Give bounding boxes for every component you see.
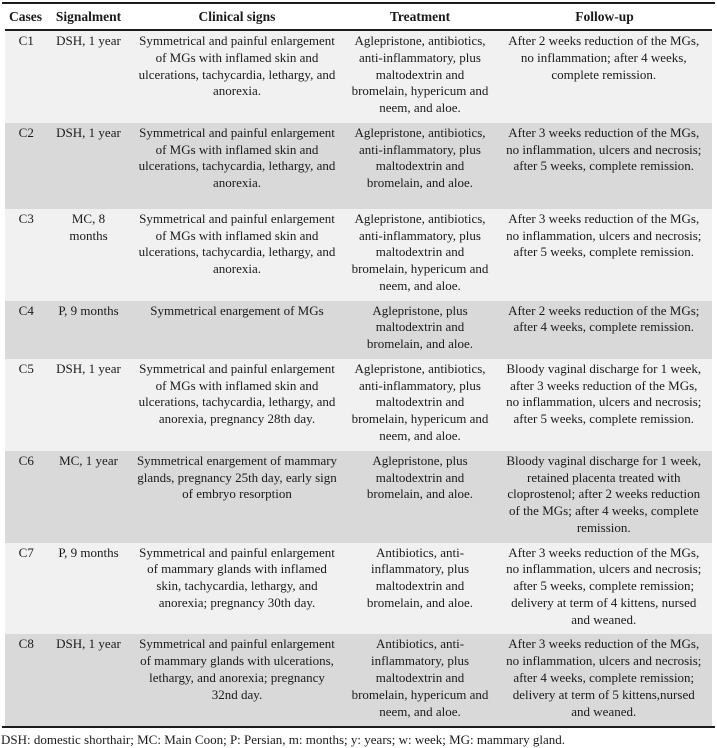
signalment-cell: P, 9 months <box>48 301 130 359</box>
case-cell: C6 <box>4 451 48 543</box>
treatment-cell: Aglepristone, antibiotics, anti-inflammatory, plus maltodextrin and bromelain, hypericum and neem, and aloe. <box>345 209 496 301</box>
clinical-signs-cell: Symmetrical and painful enlargement of MGs with inflamed skin and ulcerations, tachycardia, lethargy, and anorexia. <box>130 123 345 209</box>
clinical-signs-cell: Symmetrical enargement of MGs <box>130 301 345 359</box>
case-cell: C3 <box>4 209 48 301</box>
signalment-cell: DSH, 1 year <box>48 359 130 451</box>
table-row <box>4 359 714 451</box>
clinical-signs-cell: Symmetrical and painful enlargement of MGs with inflamed skin and ulcerations, tachycardia, lethargy, and anorexia. <box>130 209 345 301</box>
case-cell: C7 <box>4 543 48 635</box>
treatment-cell: Aglepristone, antibiotics, anti-inflammatory, plus maltodextrin and bromelain, and aloe. <box>345 123 496 209</box>
table-row <box>4 301 714 359</box>
follow-up-cell: After 2 weeks reduction of the MGs, no inflammation; after 4 weeks, complete remission. <box>496 30 714 123</box>
case-cell: C4 <box>4 301 48 359</box>
signalment-cell: DSH, 1 year <box>48 123 130 209</box>
cases-table <box>2 4 715 726</box>
follow-up-cell: After 3 weeks reduction of the MGs, no inflammation, ulcers and necrosis; after 5 weeks, complete remission; delivery at term of 4 kittens, nursed and weaned. <box>496 543 714 635</box>
column-header-cases: Cases <box>4 4 48 30</box>
clinical-signs-cell: Symmetrical and painful enlargement of mammary glands with inflamed skin, tachycardia, lethargy, and anorexia; pregnancy 30th day. <box>130 543 345 635</box>
case-cell: C8 <box>4 634 48 726</box>
treatment-cell: Aglepristone, antibiotics, anti-inflammatory, plus maltodextrin and bromelain, hypericum and neem, and aloe. <box>345 359 496 451</box>
clinical-signs-cell: Symmetrical and painful enlargement of MGs with inflamed skin and ulcerations, tachycardia, lethargy, and anorexia. <box>130 30 345 123</box>
header-row <box>4 4 714 30</box>
signalment-cell: P, 9 months <box>48 543 130 635</box>
clinical-signs-cell: Symmetrical and painful enlargement of mammary glands with ulcerations, lethargy, and anorexia; pregnancy 32nd day. <box>130 634 345 726</box>
abbreviations-footnote: DSH: domestic shorthair; MC: Main Coon; P: Persian, m: months; y: years; w: week; MG: mammary gland. <box>1 732 566 748</box>
follow-up-cell: Bloody vaginal discharge for 1 week, retained placenta treated with cloprostenol; after 2 weeks reduction of the MGs; after 4 weeks, complete remission. <box>496 451 714 543</box>
column-header-clinical-signs: Clinical signs <box>130 4 345 30</box>
treatment-cell: Aglepristone, plus maltodextrin and bromelain, and aloe. <box>345 451 496 543</box>
table-row <box>4 209 714 301</box>
case-cell: C5 <box>4 359 48 451</box>
table-header <box>4 4 714 30</box>
signalment-cell: MC, 1 year <box>48 451 130 543</box>
treatment-cell: Antibiotics, anti-inflammatory, plus maltodextrin and bromelain, hypericum and neem, and aloe. <box>345 634 496 726</box>
cases-table-container <box>2 2 715 728</box>
clinical-signs-cell: Symmetrical and painful enlargement of MGs with inflamed skin and ulcerations, tachycardia, lethargy, and anorexia, pregnancy 28th day. <box>130 359 345 451</box>
follow-up-cell: After 3 weeks reduction of the MGs, no inflammation, ulcers and necrosis; after 5 weeks, complete remission. <box>496 123 714 209</box>
treatment-cell: Aglepristone, plus maltodextrin and bromelain, and aloe. <box>345 301 496 359</box>
signalment-cell: DSH, 1 year <box>48 634 130 726</box>
signalment-cell: MC, 8 months <box>48 209 130 301</box>
column-header-treatment: Treatment <box>345 4 496 30</box>
column-header-follow-up: Follow-up <box>496 4 714 30</box>
table-row <box>4 634 714 726</box>
follow-up-cell: Bloody vaginal discharge for 1 week, after 3 weeks reduction of the MGs, no inflammation, ulcers and necrosis; after 5 weeks, complete remission. <box>496 359 714 451</box>
case-cell: C2 <box>4 123 48 209</box>
table-row <box>4 30 714 123</box>
signalment-cell: DSH, 1 year <box>48 30 130 123</box>
column-header-signalment: Signalment <box>48 4 130 30</box>
follow-up-cell: After 3 weeks reduction of the MGs, no inflammation, ulcers and necrosis; after 5 weeks, complete remission. <box>496 209 714 301</box>
follow-up-cell: After 3 weeks reduction of the MGs, no inflammation, ulcers and necrosis; after 4 weeks, complete remission; delivery at term of 5 kittens,nursed and weaned. <box>496 634 714 726</box>
case-cell: C1 <box>4 30 48 123</box>
follow-up-cell: After 2 weeks reduction of the MGs; after 4 weeks, complete remission. <box>496 301 714 359</box>
table-row <box>4 123 714 209</box>
table-row <box>4 451 714 543</box>
treatment-cell: Antibiotics, anti-inflammatory, plus maltodextrin and bromelain, and aloe. <box>345 543 496 635</box>
table-body <box>4 30 714 726</box>
clinical-signs-cell: Symmetrical enargement of mammary glands, pregnancy 25th day, early sign of embryo resorption <box>130 451 345 543</box>
table-row <box>4 543 714 635</box>
treatment-cell: Aglepristone, antibiotics, anti-inflammatory, plus maltodextrin and bromelain, hypericum and neem, and aloe. <box>345 30 496 123</box>
